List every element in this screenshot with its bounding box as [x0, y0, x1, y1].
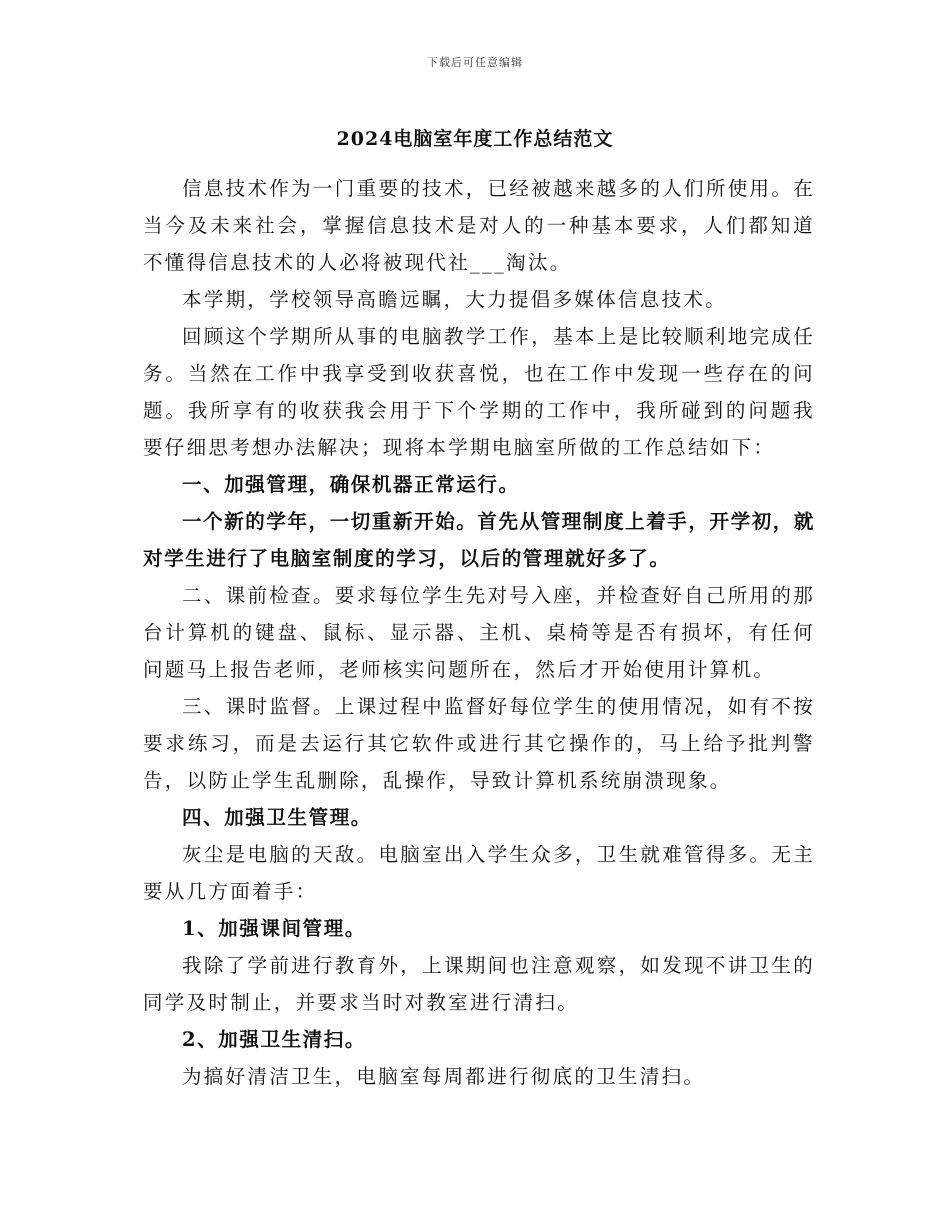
- header-note: 下载后可任意编辑: [427, 56, 523, 69]
- paragraph-class-supervision: 三、课时监督。上课过程中监督好每位学生的使用情况，如有不按要求练习，而是去运行其它软件或进行其它操作的，马上给予批判警告，以防止学生乱删除，乱操作，导致计算机系统崩溃现象。: [143, 695, 815, 792]
- paragraph-education: 我除了学前进行教育外，上课期间也注意观察，如发现不讲卫生的同学及时制止，并要求当时对教室进行清扫。: [143, 954, 815, 1014]
- paragraph-new-year: 一个新的学年，一切重新开始。首先从管理制度上着手，开学初，就对学生进行了电脑室制度的学习，以后的管理就好多了。: [143, 510, 816, 570]
- document-body: [143, 170, 815, 1095]
- section-heading-hygiene: 四、加强卫生管理。: [182, 806, 372, 829]
- subheading-break-management: 1、加强课间管理。: [182, 917, 366, 940]
- paragraph-weekly-cleaning: 为搞好清洁卫生，电脑室每周都进行彻底的卫生清扫。: [182, 1065, 706, 1088]
- paragraph-pre-class-check: 二、课前检查。要求每位学生先对号入座，并检查好自己所用的那台计算机的键盘、鼠标、显示器、主机、桌椅等是否有损坏，有任何问题马上报告老师，老师核实问题所在，然后才开始使用计算机。: [143, 584, 815, 681]
- paragraph-review: 回顾这个学期所从事的电脑教学工作，基本上是比较顺利地完成任务。当然在工作中我享受到收获喜悦，也在工作中发现一些存在的问题。我所享有的收获我会用于下个学期的工作中，我所碰到的问题我要仔细思考想办法解决；现将本学期电脑室所做的工作总结如下：: [143, 325, 815, 459]
- subheading-cleaning: 2、加强卫生清扫。: [182, 1028, 366, 1051]
- paragraph-dust: 灰尘是电脑的天敌。电脑室出入学生众多，卫生就难管得多。无主要从几方面着手：: [143, 843, 815, 903]
- document-title: 2024电脑室年度工作总结范文: [336, 128, 614, 150]
- paragraph-intro: 信息技术作为一门重要的技术，已经被越来越多的人们所使用。在当今及未来社会，掌握信息技术是对人的一种基本要求，人们都知道不懂得信息技术的人必将被现代社___淘汰。: [143, 177, 815, 274]
- section-heading-management: 一、加强管理，确保机器正常运行。: [182, 473, 520, 496]
- paragraph-school-leaders: 本学期，学校领导高瞻远瞩，大力提倡多媒体信息技术。: [182, 288, 728, 311]
